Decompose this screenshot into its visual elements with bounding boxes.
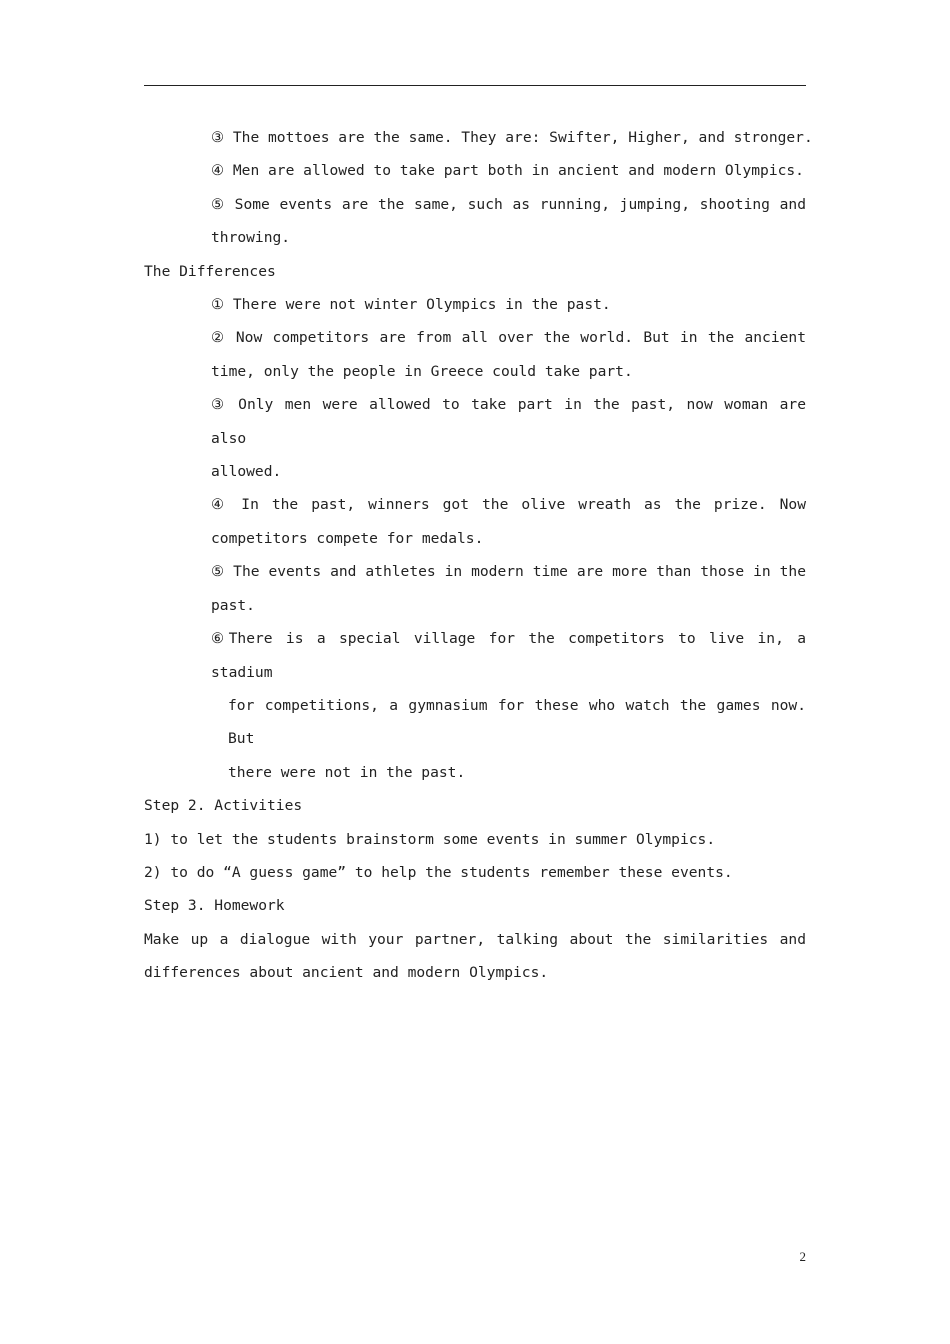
homework-text-continued: differences about ancient and modern Olympics. xyxy=(144,964,549,982)
step-3-heading: Step 3. Homework xyxy=(144,897,285,915)
header-rule xyxy=(144,85,806,86)
difference-4: ④ In the past, winners got the olive wreath as the prize. Now xyxy=(211,496,806,514)
step-2-heading: Step 2. Activities xyxy=(144,797,303,815)
difference-3-continued: allowed. xyxy=(211,463,282,481)
difference-6-continued-1: for competitions, a gymnasium for these who watch the games now. But xyxy=(228,696,806,748)
difference-2: ② Now competitors are from all over the world. But in the ancient xyxy=(211,329,806,347)
difference-6-continued-2: there were not in the past. xyxy=(228,763,466,781)
difference-1: ① There were not winter Olympics in the past. xyxy=(211,296,611,314)
similarity-5: ⑤ Some events are the same, such as running, jumping, shooting and xyxy=(211,195,806,213)
page-number: 2 xyxy=(799,1249,806,1264)
activity-2: 2) to do “A guess game” to help the students remember these events. xyxy=(144,863,733,881)
similarity-4: ④ Men are allowed to take part both in ancient and modern Olympics. xyxy=(211,162,804,180)
section-heading-differences: The Differences xyxy=(144,262,276,280)
difference-4-continued: competitors compete for medals. xyxy=(211,529,484,547)
difference-5-continued: past. xyxy=(211,596,255,614)
similarity-3: ③ The mottoes are the same. They are: Swifter, Higher, and stronger. xyxy=(211,129,813,146)
similarity-5-continued: throwing. xyxy=(211,229,291,247)
difference-3: ③ Only men were allowed to take part in the past, now woman are also xyxy=(211,396,806,447)
difference-5: ⑤ The events and athletes in modern time are more than those in the xyxy=(211,563,806,581)
activity-1: 1) to let the students brainstorm some events in summer Olympics. xyxy=(144,830,716,848)
document-body xyxy=(144,121,813,990)
difference-6: ⑥There is a special village for the competitors to live in, a stadium xyxy=(211,630,806,681)
homework-text: Make up a dialogue with your partner, talking about the similarities and xyxy=(144,930,806,948)
difference-2-continued: time, only the people in Greece could take part. xyxy=(211,362,633,380)
